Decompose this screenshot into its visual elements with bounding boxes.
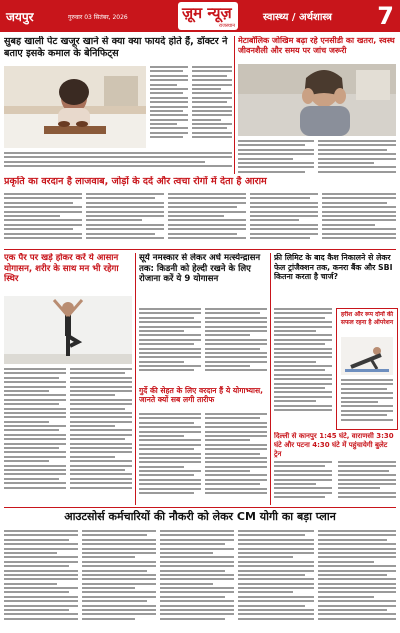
surya-headline: सूर्य नमस्कार से लेकर अर्ध मत्स्येन्द्रासन तक: किडनी को हेल्दी रखने के लिए रोजाना करें ये 9 योगासन	[139, 253, 261, 285]
fd-headline: फ्री लिमिट के बाद कैश निकालने से लेकर फेल ट्रांजैक्शन तक, कनरा बैंक और SBI कितना करता है चार्ज?	[274, 253, 393, 282]
fd-text-col-2	[274, 461, 332, 505]
nature-text-col-4	[250, 193, 318, 245]
dates-photo	[4, 66, 146, 148]
menopause-photo	[238, 64, 396, 136]
section-title: स्वास्थ्य / अर्थशास्त्र	[263, 12, 332, 23]
yoga-text-col-1	[4, 368, 66, 502]
dates-text-col-2	[192, 66, 232, 148]
bottom-text-col-5	[318, 530, 396, 630]
dates-text-col-1	[150, 66, 188, 148]
surya-text-col-4	[205, 413, 267, 505]
fd-subhead: दिल्ली से कानपुर 1:45 घंटे, वाराणसी 3:30 घंटे और पटना 4:30 घंटे में पहुंचायेगी बुलेट ट्रेन	[274, 432, 394, 458]
menopause-text-col-2	[318, 140, 396, 176]
page-number: 7	[377, 2, 394, 30]
masthead-city: जयपुर	[6, 10, 34, 24]
yoga-headline: एक पैर पर खड़े होकर करें ये आसान योगासन, शरीर के साथ मन भी रहेगा स्थिर	[4, 253, 119, 285]
dates-headline: सुबह खाली पेट खजूर खाने से क्या क्या फायदे होते हैं, डॉक्टर ने बताए इसके कमाल के बेनिफिट्स	[4, 36, 228, 59]
nature-text-col-5	[322, 193, 396, 245]
dates-text-bottom	[4, 152, 232, 170]
surya-subhead: गुर्दे की सेहत के लिए वरदान हैं ये योगाभ्यास, जानते क्यों सब लगी तारीफ	[139, 386, 264, 405]
yoga-photo	[4, 296, 132, 364]
sidebox-photo	[341, 337, 393, 375]
logo-sub: राजस्थान	[218, 23, 235, 29]
menopause-text-col-1	[238, 140, 314, 176]
bottom-text-col-4	[238, 530, 314, 630]
nature-headline: प्रकृति का वरदान है लाजवाब, जोड़ों के दर्द और त्वचा रोगों में देता है आराम	[4, 176, 267, 187]
newspaper-logo	[178, 2, 238, 30]
sidebox-headline: हरीश और रूप दोनों की सफल रहना है ऑपरेशन	[340, 311, 394, 326]
menopause-headline: मेटाबॉलिक जोखिम बढ़ा रहे एनसीडी का खतरा, स्वस्थ जीवनशैली और समय पर जांच जरूरी	[238, 36, 395, 55]
bottom-text-col-2	[82, 530, 156, 630]
surya-text-col-3	[139, 413, 201, 505]
masthead-date: गुरुवार 03 सितंबर, 2026	[68, 14, 128, 21]
fd-text-col-1	[274, 308, 332, 428]
surya-text-col-2	[205, 308, 267, 382]
nature-text-col-3	[168, 193, 246, 245]
surya-text-col-1	[139, 308, 201, 382]
fd-text-col-3	[338, 461, 396, 505]
yoga-text-col-2	[70, 368, 132, 502]
nature-text-col-1	[4, 193, 82, 245]
bottom-text-col-3	[160, 530, 234, 630]
masthead	[0, 0, 400, 32]
bottom-headline: आउटसोर्स कर्मचारियों की नौकरी को लेकर CM योगी का बड़ा प्लान	[64, 510, 336, 523]
sidebox	[336, 308, 398, 430]
sidebox-text	[341, 379, 393, 427]
bottom-text-col-1	[4, 530, 78, 630]
logo-main: ज़ूम न्यूज़	[182, 4, 232, 22]
nature-text-col-2	[86, 193, 164, 245]
